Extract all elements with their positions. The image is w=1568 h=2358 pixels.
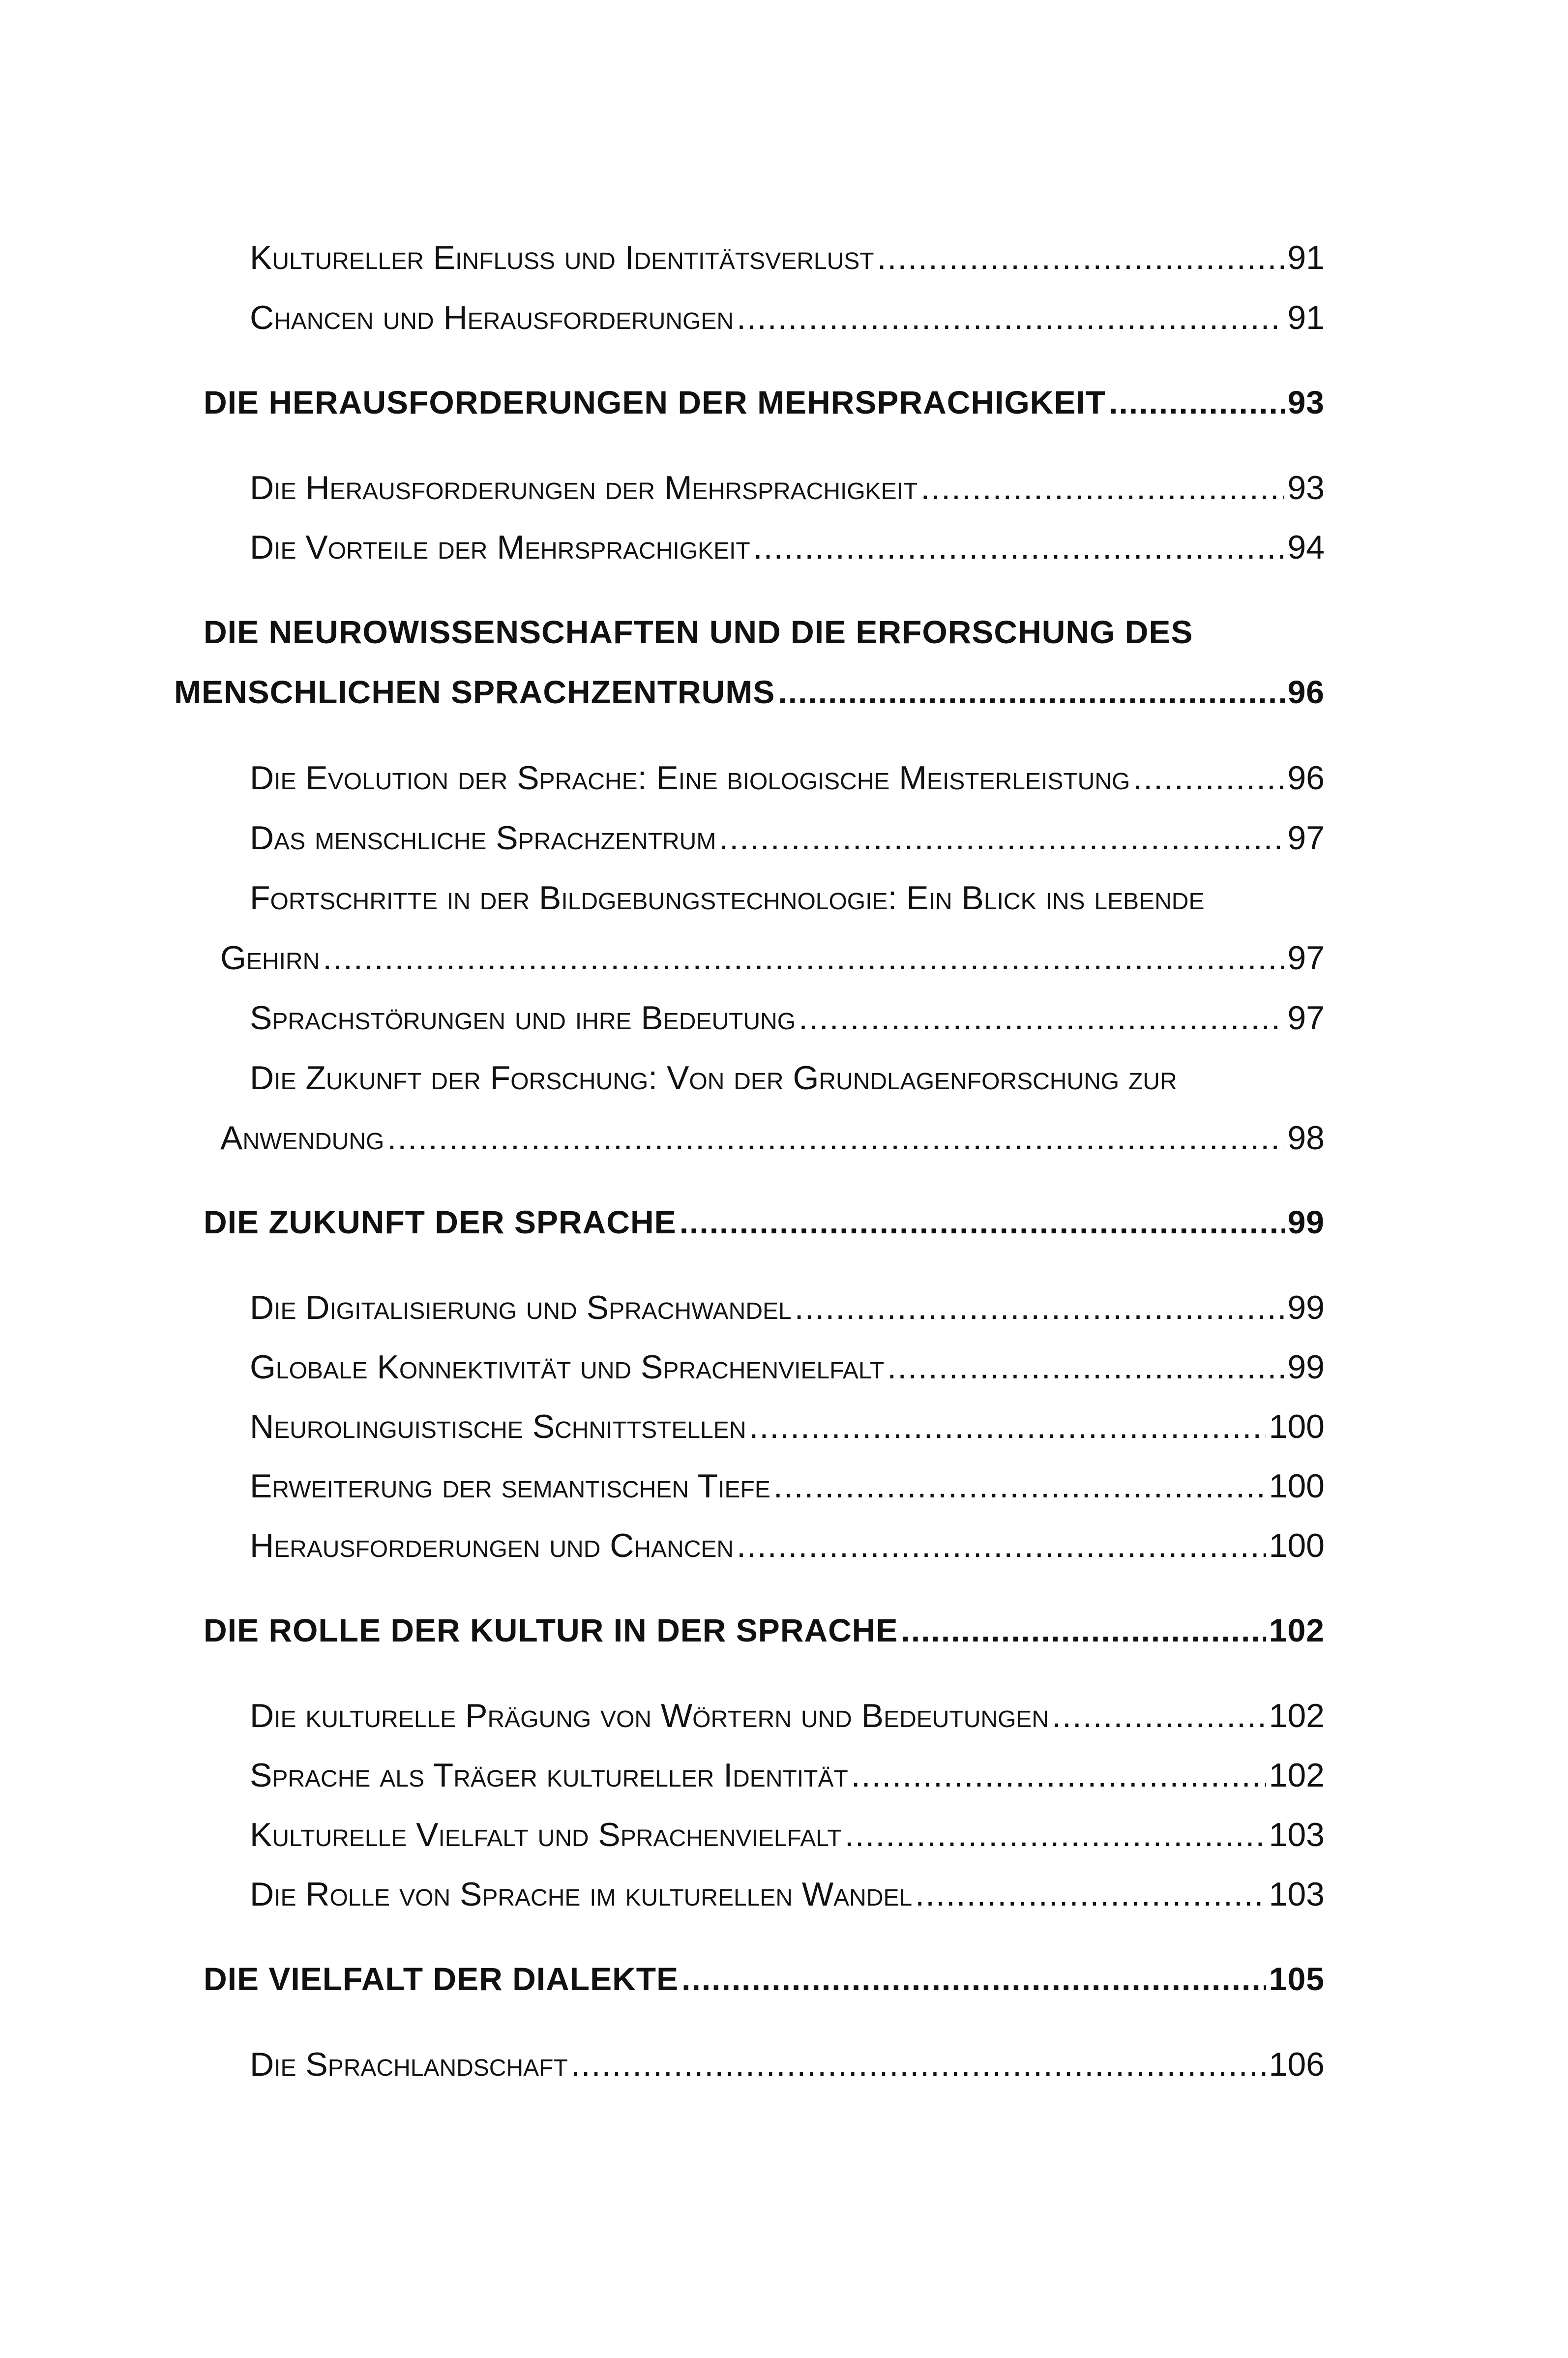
toc-section-title-line: Die Zukunft der Forschung: Von der Grundlagenforschung zur (250, 1059, 1177, 1097)
toc-page-number: 97 (1287, 999, 1325, 1037)
toc-section (250, 471, 1325, 505)
toc-chapter (204, 1206, 1325, 1238)
toc-section (250, 531, 1325, 564)
toc-section-title: Erweiterung der semantischen Tiefe (250, 1467, 770, 1505)
toc-section-title: Die Sprachlandschaft (250, 2046, 568, 2083)
toc-page-number: 100 (1269, 1467, 1325, 1505)
toc-chapter (204, 1614, 1325, 1646)
toc-chapter-title: DIE ROLLE DER KULTUR IN DER SPRACHE (204, 1612, 898, 1648)
toc-section-title: Die Herausforderungen der Mehrsprachigkeit (250, 469, 918, 507)
toc-page-number: 96 (1287, 759, 1325, 797)
toc-chapter (174, 676, 1325, 708)
dot-leader (845, 1818, 1266, 1851)
toc-chapter-title: DIE ZUKUNFT DER SPRACHE (204, 1204, 677, 1240)
dot-leader (1109, 386, 1284, 418)
toc-page-number: 97 (1287, 939, 1325, 977)
toc-page-number: 100 (1269, 1527, 1325, 1564)
toc-section-title: Neurolinguistische Schnittstellen (250, 1408, 746, 1445)
toc-page-number: 102 (1269, 1757, 1325, 1794)
toc-section-title: Die Evolution der Sprache: Eine biologische Meisterleistung (250, 759, 1130, 797)
toc-chapter-title: MENSCHLICHEN SPRACHZENTRUMS (174, 674, 775, 710)
toc-page-number: 106 (1269, 2046, 1325, 2083)
toc-section (250, 1291, 1325, 1324)
toc-section (250, 241, 1325, 274)
toc-section (220, 1121, 1325, 1155)
dot-leader (773, 1469, 1266, 1503)
toc-section-title: Globale Konnektivität und Sprachenvielfalt (250, 1348, 885, 1386)
toc-page-number: 96 (1287, 674, 1325, 710)
dot-leader (323, 941, 1284, 975)
toc-section-title: Kultureller Einfluss und Identitätsverlust (250, 239, 874, 276)
toc-section (250, 1469, 1325, 1503)
dot-leader (753, 531, 1285, 564)
toc-page-number: 99 (1287, 1348, 1325, 1386)
dot-leader (1052, 1699, 1266, 1732)
toc-page-number: 93 (1287, 384, 1325, 420)
dot-leader (680, 1206, 1285, 1238)
dot-leader (887, 1350, 1284, 1384)
dot-leader (877, 241, 1285, 274)
dot-leader (737, 301, 1284, 334)
toc-page-number: 91 (1287, 299, 1325, 336)
dot-leader (719, 821, 1284, 855)
toc-page-number: 102 (1269, 1697, 1325, 1734)
dot-leader (795, 1291, 1285, 1324)
toc-page-number: 93 (1287, 469, 1325, 507)
toc-chapter (204, 386, 1325, 418)
toc-page-number: 97 (1287, 819, 1325, 857)
dot-leader (799, 1001, 1284, 1035)
toc-section (250, 1529, 1325, 1562)
dot-leader (749, 1410, 1266, 1443)
toc-section-title: Die Digitalisierung und Sprachwandel (250, 1289, 792, 1326)
toc-chapter-title: DIE HERAUSFORDERUNGEN DER MEHRSPRACHIGKEIT (204, 384, 1106, 420)
toc-section-title: Sprache als Träger kultureller Identität (250, 1757, 848, 1794)
dot-leader (915, 1878, 1266, 1911)
toc-section-title: Sprachstörungen und ihre Bedeutung (250, 999, 796, 1037)
toc-section-title: Kulturelle Vielfalt und Sprachenvielfalt (250, 1816, 842, 1853)
toc-page-number: 103 (1269, 1816, 1325, 1853)
dot-leader (1133, 761, 1284, 795)
toc-page-number: 99 (1287, 1289, 1325, 1326)
toc-section (250, 1878, 1325, 1911)
toc-section-title: Gehirn (220, 939, 320, 977)
toc-section-title: Das menschliche Sprachzentrum (250, 819, 716, 857)
toc-section (250, 821, 1325, 855)
dot-leader (851, 1759, 1266, 1792)
dot-leader (901, 1614, 1266, 1646)
toc-section-title: Anwendung (220, 1119, 385, 1157)
toc-chapter (204, 1963, 1325, 1995)
toc-page-number: 103 (1269, 1876, 1325, 1913)
toc-page-number: 105 (1269, 1961, 1325, 1997)
toc-section-title: Herausforderungen und Chancen (250, 1527, 734, 1564)
dot-leader (681, 1963, 1266, 1995)
dot-leader (571, 2048, 1266, 2081)
toc-section-title: Chancen und Herausforderungen (250, 299, 734, 336)
dot-leader (737, 1529, 1266, 1562)
dot-leader (920, 471, 1284, 505)
toc-chapter-title-line: DIE NEUROWISSENSCHAFTEN UND DIE ERFORSCHUNG DES (204, 614, 1193, 650)
toc-page-number: 102 (1269, 1612, 1325, 1648)
toc-section-title: Die Vorteile der Mehrsprachigkeit (250, 529, 750, 566)
toc-section (250, 1001, 1325, 1035)
toc-section (250, 761, 1325, 795)
toc-section (250, 1350, 1325, 1384)
toc-page-number: 94 (1287, 529, 1325, 566)
toc-section (250, 2048, 1325, 2081)
toc-section (250, 1410, 1325, 1443)
dot-leader (387, 1121, 1284, 1155)
toc-section (250, 1759, 1325, 1792)
toc-section-title: Die Rolle von Sprache im kulturellen Wandel (250, 1876, 913, 1913)
toc-section-title-line: Fortschritte in der Bildgebungstechnologie: Ein Blick ins lebende (250, 879, 1205, 917)
toc-section-title: Die kulturelle Prägung von Wörtern und Bedeutungen (250, 1697, 1049, 1734)
toc-chapter-title: DIE VIELFALT DER DIALEKTE (204, 1961, 679, 1997)
toc-section (250, 301, 1325, 334)
toc-section (250, 1818, 1325, 1851)
dot-leader (778, 676, 1284, 708)
toc-section (250, 1699, 1325, 1732)
toc-page-number: 98 (1287, 1119, 1325, 1157)
toc-page-number: 100 (1269, 1408, 1325, 1445)
toc-page-number: 91 (1287, 239, 1325, 276)
toc-section (220, 941, 1325, 975)
toc-page-number: 99 (1287, 1204, 1325, 1240)
